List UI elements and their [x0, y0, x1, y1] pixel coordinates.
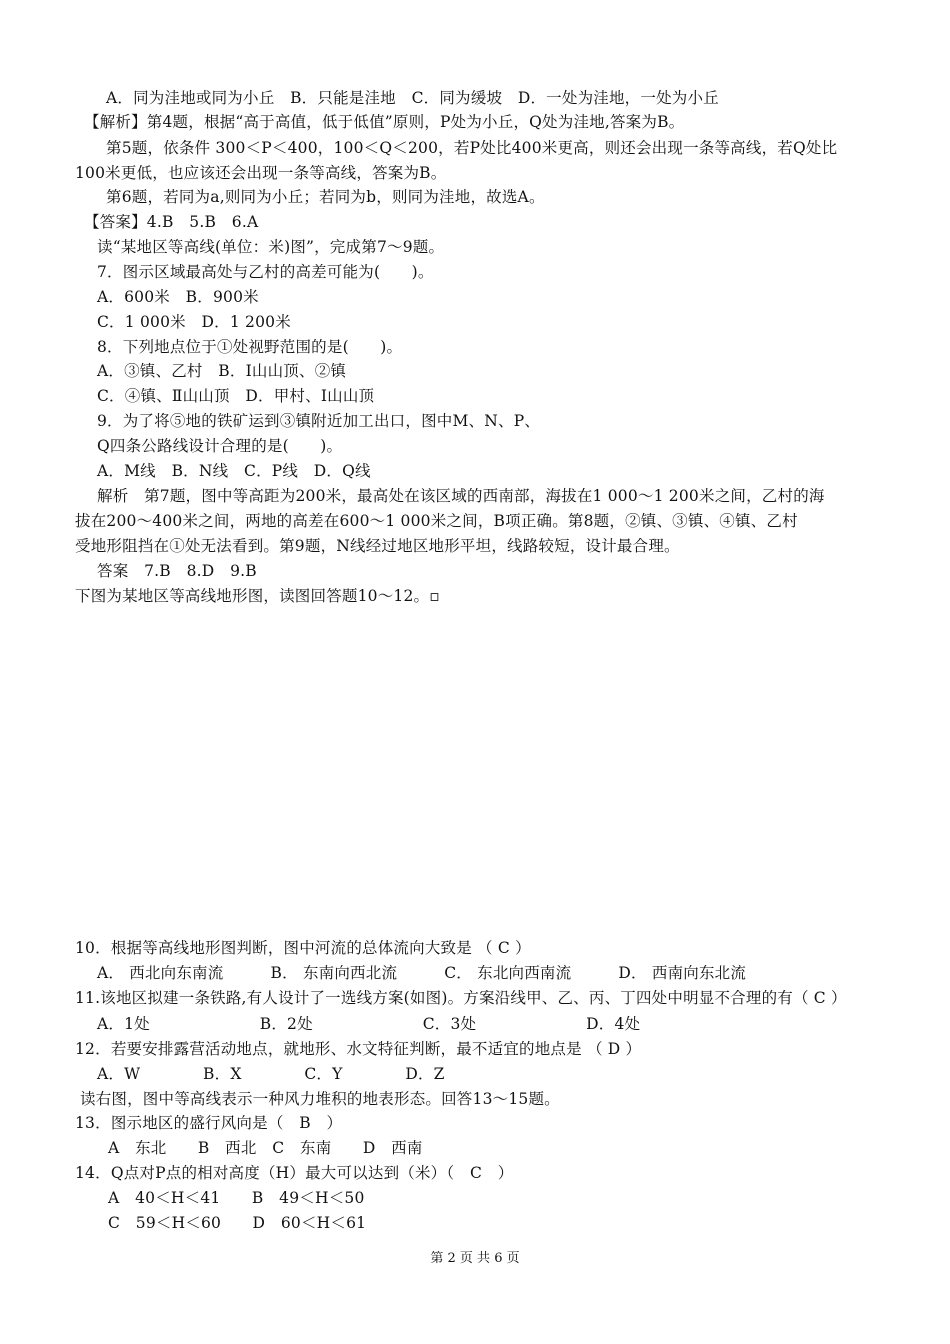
answer-4-6: 【答案】4.B 5.B 6.A [84, 213, 259, 231]
analysis-7-9-cont2: 受地形阻挡在①处无法看到。第9题，N线经过地区地形平坦，线路较短，设计最合理。 [75, 537, 680, 555]
q4-6-options: A．同为洼地或同为小丘 B．只能是洼地 C．同为缓坡 D．一处为洼地，一处为小丘 [106, 89, 719, 107]
page-footer: 第 2 页 共 6 页 [430, 1251, 520, 1266]
q9-options: A．M线 B．N线 C．P线 D．Q线 [97, 462, 371, 480]
question-9-cont: Q四条公路线设计合理的是( )。 [97, 437, 343, 455]
intro-13-15: 读右图，图中等高线表示一种风力堆积的地表形态。回答13～15题。 [80, 1090, 560, 1108]
intro-10-12: 下图为某地区等高线地形图，读图回答题10～12。▫ [75, 587, 440, 605]
answer-7-9: 答案 7.B 8.D 9.B [97, 562, 257, 580]
q12-options: A．W B．X C．Y D．Z [97, 1065, 445, 1083]
question-9: 9．为了将⑤地的铁矿运到③镇附近加工出口，图中M、N、P、 [97, 412, 541, 430]
question-8: 8．下列地点位于①处视野范围的是( )。 [97, 338, 403, 356]
q10-options: A． 西北向东南流 B． 东南向西北流 C． 东北向西南流 D． 西南向东北流 [97, 964, 747, 982]
analysis-q6: 第6题，若同为a,则同为小丘；若同为b，则同为洼地，故选A。 [106, 188, 545, 206]
q8-options-ab: A．③镇、乙村 B．Ⅰ山山顶、②镇 [97, 362, 347, 380]
question-14: 14．Q点对P点的相对高度（H）最大可以达到（米）（ C ） [75, 1164, 514, 1182]
question-10: 10．根据等高线地形图判断，图中河流的总体流向大致是 （ C ） [75, 939, 531, 957]
analysis-7-9-cont1: 拔在200～400米之间，两地的高差在600～1 000米之间，B项正确。第8题，②镇、③镇、④镇、乙村 [75, 512, 798, 530]
question-7: 7．图示区域最高处与乙村的高差可能为( )。 [97, 263, 434, 281]
analysis-q5-cont: 100米更低，也应该还会出现一条等高线，答案为B。 [75, 164, 447, 182]
q13-options: A 东北 B 西北 C 东南 D 西南 [108, 1139, 423, 1157]
question-12: 12．若要安排露营活动地点，就地形、水文特征判断，最不适宜的地点是 （ D ） [75, 1040, 642, 1058]
analysis-q5: 第5题，依条件 300＜P＜400，100＜Q＜200，若P处比400米更高，则还会出现一条等高线，若Q处比 [106, 139, 838, 157]
q11-options: A．1处 B．2处 C．3处 D．4处 [97, 1015, 641, 1033]
q14-options-ab: A 40＜H＜41 B 49＜H＜50 [108, 1189, 365, 1207]
q7-options-ab: A．600米 B．900米 [97, 288, 259, 306]
intro-7-9: 读“某地区等高线(单位：米)图”，完成第7～9题。 [97, 238, 445, 256]
q8-options-cd: C．④镇、Ⅱ山山顶 D．甲村、Ⅰ山山顶 [97, 387, 375, 405]
figure-placeholder [75, 612, 875, 930]
analysis-7-9: 解析 第7题，图中等高距为200米，最高处在该区域的西南部，海拔在1 000～1 200米之间，乙村的海 [97, 487, 825, 505]
question-11: 11.该地区拟建一条铁路,有人设计了一选线方案(如图)。方案沿线甲、乙、丙、丁四处中明显不合理的有（ C ） [75, 989, 847, 1007]
q7-options-cd: C．1 000米 D．1 200米 [97, 313, 291, 331]
analysis-q4: 【解析】第4题，根据“高于高值，低于低值”原则，P处为小丘，Q处为洼地,答案为B。 [84, 113, 685, 131]
q14-options-cd: C 59＜H＜60 D 60＜H＜61 [108, 1214, 367, 1232]
question-13: 13．图示地区的盛行风向是（ B ） [75, 1114, 343, 1132]
